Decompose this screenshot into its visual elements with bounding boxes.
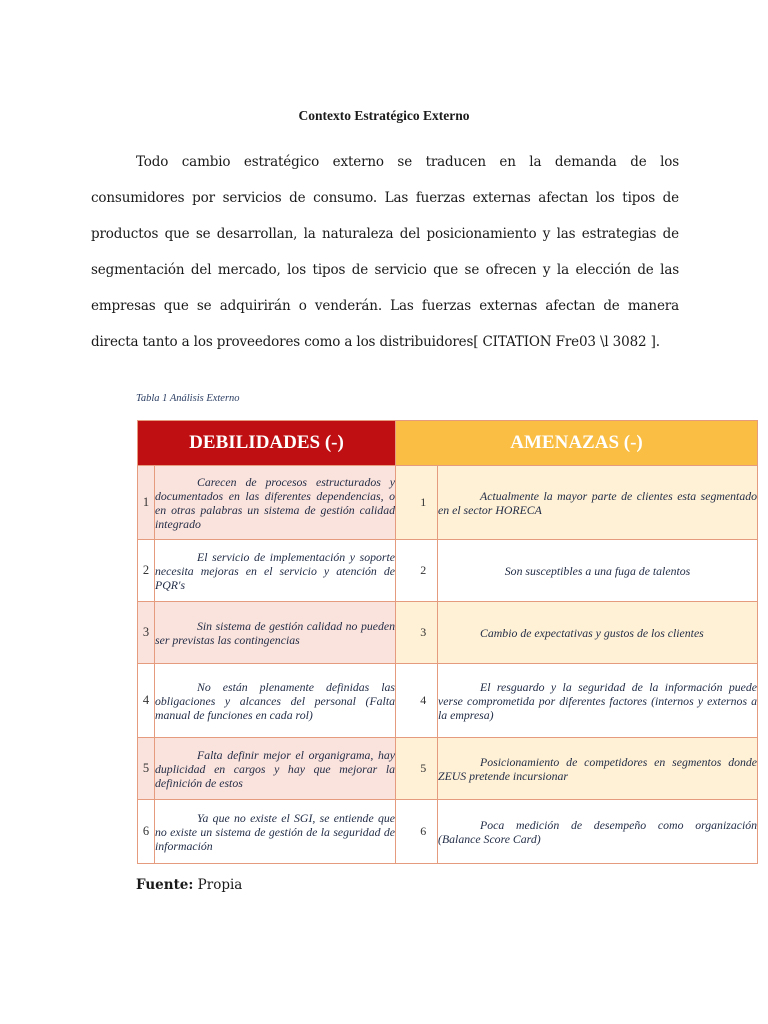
swot-table — [137, 420, 758, 864]
debilidad-number: 5 — [138, 738, 155, 800]
amenaza-spacer — [396, 466, 410, 540]
debilidad-number: 6 — [138, 800, 155, 864]
table-row — [138, 738, 758, 800]
header-amenazas: AMENAZAS (-) — [396, 421, 758, 466]
amenaza-text — [438, 738, 758, 800]
source-line — [136, 877, 242, 893]
table-row — [138, 664, 758, 738]
debilidad-text-content: No están plenamente definidas las obligaciones y alcances del personal (Falta manual de funciones en cada rol) — [155, 679, 396, 722]
debilidad-number: 4 — [138, 664, 155, 738]
amenaza-number: 3 — [410, 602, 438, 664]
amenaza-number: 6 — [410, 800, 438, 864]
debilidad-text-content: Ya que no existe el SGI, se entiende que no existe un sistema de gestión de la seguridad de información — [155, 810, 396, 853]
debilidad-text — [155, 602, 396, 664]
debilidad-text-content: Sin sistema de gestión calidad no pueden ser previstas las contingencias — [155, 618, 396, 647]
header-debilidades: DEBILIDADES (-) — [138, 421, 396, 466]
body-paragraph — [91, 144, 679, 360]
amenaza-number: 2 — [410, 540, 438, 602]
source-label: Fuente: — [136, 877, 194, 893]
debilidad-text — [155, 664, 396, 738]
amenaza-spacer — [396, 602, 410, 664]
amenaza-text-content: El resguardo y la seguridad de la información puede verse comprometida por diferentes factores (internos y externos a la empresa) — [438, 679, 758, 722]
debilidad-text — [155, 738, 396, 800]
debilidad-number: 1 — [138, 466, 155, 540]
debilidad-number: 3 — [138, 602, 155, 664]
document-title: Contexto Estratégico Externo — [298, 108, 470, 123]
amenaza-text-content: Cambio de expectativas y gustos de los clientes — [480, 625, 704, 640]
amenaza-text — [438, 540, 758, 602]
amenaza-number: 1 — [410, 466, 438, 540]
amenaza-text — [438, 466, 758, 540]
debilidad-text-content: Falta definir mejor el organigrama, hay duplicidad en cargos y hay que mejorar la definición de estos — [155, 747, 396, 790]
amenaza-text — [438, 800, 758, 864]
table-row — [138, 466, 758, 540]
table-row — [138, 540, 758, 602]
amenaza-spacer — [396, 664, 410, 738]
body-paragraph-text: Todo cambio estratégico externo se traducen en la demanda de los consumidores por servicios de consumo. Las fuerzas externas afectan los tipos de productos que se desarrollan, la naturaleza del posicionamiento y las estrategias de segmentación del mercado, los tipos de servicio que se ofrecen y la elección de las empresas que se adquirirán o venderán. Las fuerzas externas afectan de manera directa tanto a los proveedores como a los distribuidores[ CITATION Fre03 \l 3082 ]. — [91, 154, 679, 350]
table-row — [138, 602, 758, 664]
table-caption: Tabla 1 Análisis Externo — [136, 393, 240, 404]
amenaza-spacer — [396, 738, 410, 800]
debilidad-text — [155, 466, 396, 540]
amenaza-number: 4 — [410, 664, 438, 738]
amenaza-spacer — [396, 800, 410, 864]
debilidad-text-content: El servicio de implementación y soporte necesita mejoras en el servicio y atención de PQR's — [155, 549, 396, 592]
amenaza-text — [438, 602, 758, 664]
amenaza-spacer — [396, 540, 410, 602]
table-row — [138, 800, 758, 864]
swot-table-container — [137, 420, 758, 866]
source-value: Propia — [197, 877, 243, 893]
amenaza-text-content: Son susceptibles a una fuga de talentos — [504, 563, 691, 578]
amenaza-text-content: Posicionamiento de competidores en segmentos donde ZEUS pretende incursionar — [438, 754, 758, 783]
debilidad-text — [155, 800, 396, 864]
amenaza-text — [438, 664, 758, 738]
amenaza-text-content: Actualmente la mayor parte de clientes esta segmentado en el sector HORECA — [438, 488, 758, 517]
amenaza-number: 5 — [410, 738, 438, 800]
swot-table-body — [138, 466, 758, 864]
amenaza-text-content: Poca medición de desempeño como organización (Balance Score Card) — [438, 817, 758, 846]
debilidad-text-content: Carecen de procesos estructurados y documentados en las diferentes dependencias, o en otras palabras un sistema de gestión calidad integrado — [155, 474, 396, 531]
debilidad-text — [155, 540, 396, 602]
debilidad-number: 2 — [138, 540, 155, 602]
